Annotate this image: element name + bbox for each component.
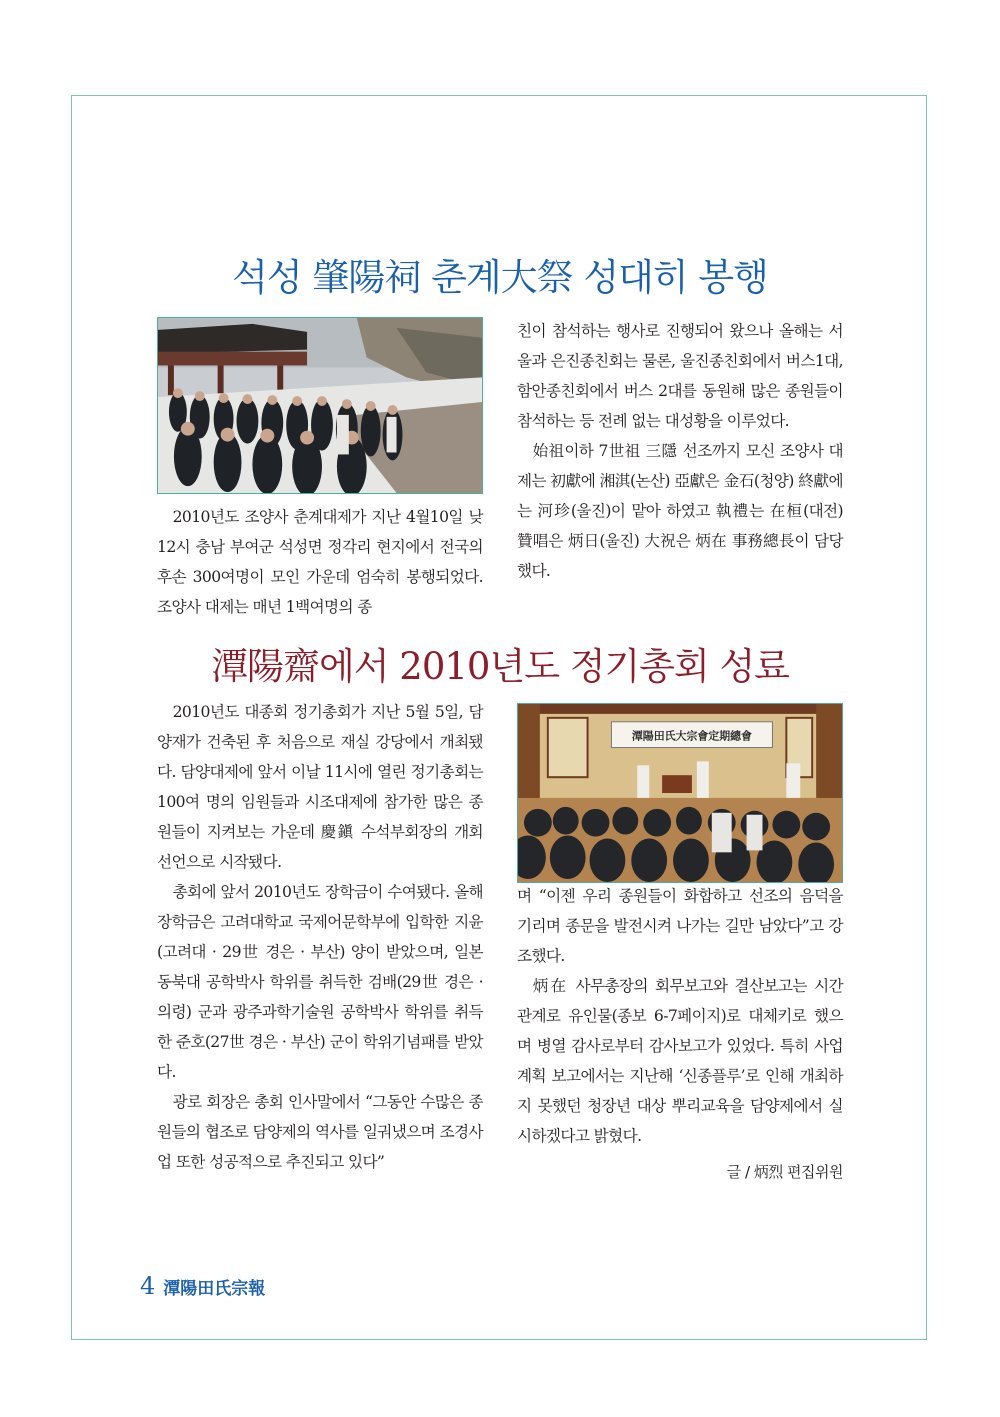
article1-paragraph: 始祖이하 7世祖 三隱 선조까지 모신 조양사 대제는 初獻에 湘淇(논산) 亞獻은 金石(청양) 終獻에는 河珍(울진)이 맡아 하였고 執禮는 在桓(대전) 贊唱은 炳日(울진) 大祝은 炳在 事務總長이 담당했다. [517, 442, 843, 580]
article1-title: 석성 肇陽祠 춘계大祭 성대히 봉행 [232, 256, 768, 299]
article2-paragraph: 炳在 사무총장의 회무보고와 결산보고는 시간 관계로 유인물(종보 6-7페이지)로 대체키로 했으며 병열 감사로부터 감사보고가 있었다. 특히 사업계획 보고에서는 지난해 ‘신종플루’로 인해 개최하지 못했던 청장년 대상 뿌리교육을 담양제에서 실시하겠다고 밝혔다. [517, 977, 843, 1145]
article2-title: 潭陽齋에서 2010년도 정기총회 성료 [211, 645, 789, 688]
article1-right-column [517, 316, 843, 586]
article2-paragraph: 광로 회장은 총회 인사말에서 “그동안 수많은 종원들의 협조로 담양제의 역사를 일궈냈으며 조경사업 또한 성공적으로 추진되고 있다” [157, 1093, 483, 1171]
banner-text: 潭陽田氏大宗會定期總會 [631, 729, 752, 743]
article1-paragraph: 친이 참석하는 행사로 진행되어 왔으나 올해는 서울과 은진종친회는 물론, 울진종친회에서 버스1대, 함안종친회에서 버스 2대를 동원해 많은 종원들이 참석하는 등 전례 없는 대성황을 이루었다. [517, 322, 843, 430]
page-footer [140, 1272, 265, 1300]
page-number: 4 [140, 1272, 156, 1300]
article1-paragraph: 2010년도 조양사 춘계대제가 지난 4월10일 낮 12시 충남 부여군 석성면 정각리 현지에서 전국의 후손 300여명이 모인 가운데 엄숙히 봉행되었다. 조양사 대제는 매년 1백여명의 종 [157, 508, 483, 616]
article1-left-column [157, 502, 483, 622]
publication-name: 潭陽田氏宗報 [163, 1279, 266, 1299]
article2-paragraph: 2010년도 대종회 정기총회가 지난 5월 5일, 담양재가 건축된 후 처음으로 재실 강당에서 개최됐다. 담양대제에 앞서 이날 11시에 열린 정기총회는 100여 명의 임원들과 시조대제에 참가한 많은 종원들이 지켜보는 가운데 慶鎭 수석부회장의 개회선언으로 시작됐다. [157, 703, 483, 871]
byline: 글 / 炳烈 편집위원 [726, 1163, 843, 1181]
general-meeting-photo [517, 703, 843, 883]
article2-left-column [157, 697, 483, 1177]
article2-paragraph: 며 “이젠 우리 종원들이 화합하고 선조의 음덕을 기리며 종문을 발전시켜 나가는 길만 남았다”고 강조했다. [517, 887, 843, 965]
article2-paragraph: 총회에 앞서 2010년도 장학금이 수여됐다. 올해 장학금은 고려대학교 국제어문학부에 입학한 지윤(고려대 · 29世 경은 · 부산) 양이 받았으며, 일본 동북대 공학박사 학위를 취득한 검배(29世 경은 · 의령) 군과 광주과학기술원 공학박사 학위를 취득한 준호(27世 경은 · 부산) 군이 학위기념패를 받았다. [157, 883, 483, 1081]
article2-right-column [517, 881, 843, 1151]
ceremony-crowd-photo [157, 317, 483, 494]
